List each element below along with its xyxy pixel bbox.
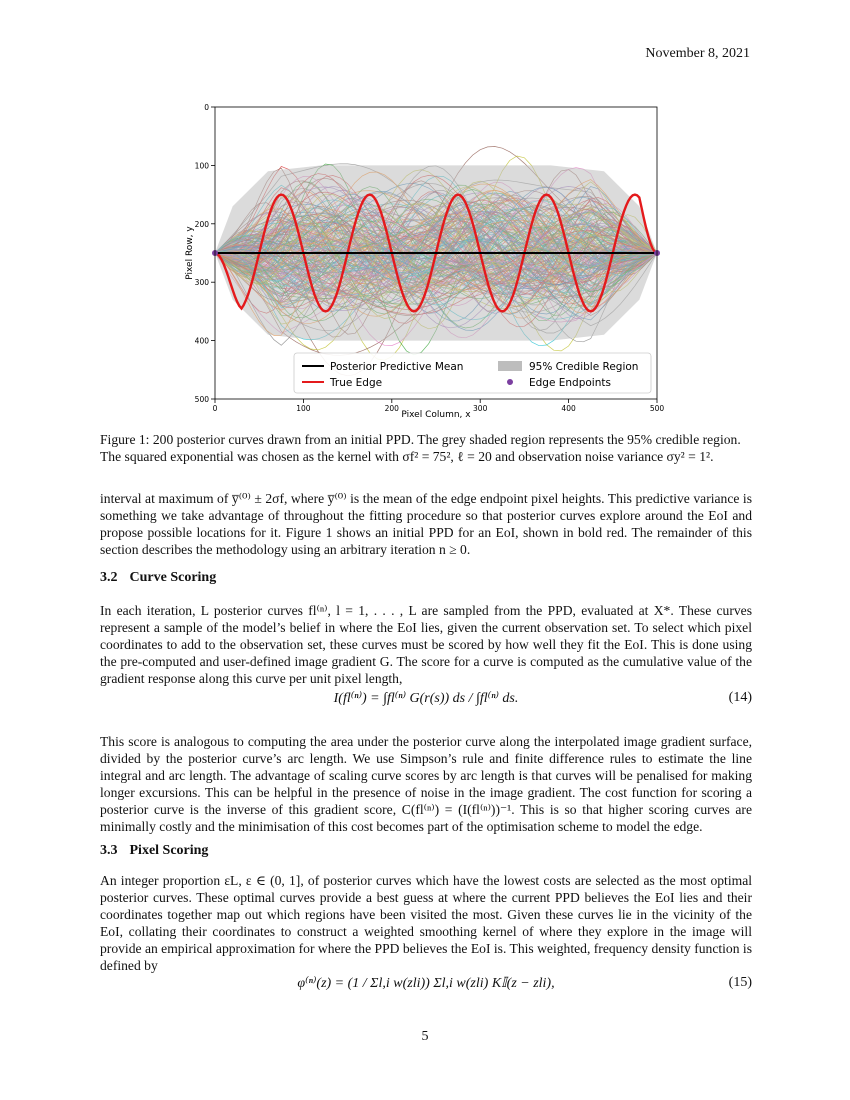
equation-15-body: φ⁽ⁿ⁾(z) = (1 / Σl,i w(zli)) Σl,i w(zli) K𝕀(z − zli), [297, 976, 555, 991]
y-tick-label: 400 [194, 336, 209, 346]
legend-edge-label: True Edge [330, 377, 383, 389]
page-date: November 8, 2021 [645, 46, 750, 61]
legend-region-swatch [498, 361, 522, 371]
figure-1-chart [180, 95, 675, 425]
paragraph-3: This score is analogous to computing the area under the posterior curve along the interpolated image gradient surface, divided by the posterior curve’s arc length. We use Simpson’s rule and finite difference rules to estimate the line integral and arc length. The advantage of scaling curve scores by arc length is that curves will be penalised for making longer excursions. This can be helpful in the presence of noise in the image gradient. The cost function for scoring a posterior curve is the inverse of this gradient score, C(fl⁽ⁿ⁾) = (I(fl⁽ⁿ⁾))⁻¹. This is so that higher scoring curves are minimally costly and the minimisation of this cost becomes part of the optimisation scheme to model the edge. [100, 734, 752, 834]
section-number: 3.2 [100, 570, 118, 585]
y-tick-label: 300 [194, 278, 209, 288]
section-title: Pixel Scoring [129, 843, 209, 858]
y-axis-label: Pixel Row, y [185, 226, 195, 280]
legend-mean-label: Posterior Predictive Mean [330, 361, 464, 373]
section-number: 3.3 [100, 843, 118, 858]
page-number: 5 [421, 1029, 429, 1044]
equation-14-body: I(fl⁽ⁿ⁾) = ∫fl⁽ⁿ⁾ G(r(s)) ds / ∫fl⁽ⁿ⁾ ds. [333, 691, 519, 706]
equation-14-number: (14) [728, 690, 752, 705]
x-tick-label: 400 [561, 404, 576, 413]
chart-legend [294, 353, 651, 393]
equation-15-number: (15) [728, 975, 752, 990]
x-tick-label: 300 [473, 404, 488, 413]
x-tick-label: 200 [384, 404, 399, 413]
legend-endpoint-swatch [507, 379, 513, 385]
section-title: Curve Scoring [129, 570, 217, 585]
x-tick-label: 100 [296, 404, 311, 413]
x-tick-label: 500 [649, 404, 665, 413]
y-tick-label: 200 [194, 219, 209, 229]
paragraph-2: In each iteration, L posterior curves fl⁽ⁿ⁾, l = 1, . . . , L are sampled from the PPD, evaluated at X*. These curves represent a sample of the model’s belief in where the EoI lies, given the current observation set. To select which pixel coordinates to add to the observation set, these curves must be scored by how well they fit the EoI. This is done using the pre-computed and user-defined image gradient G. The score for a curve is computed as the cumulative value of the gradient response along this curve per unit pixel length, [100, 603, 752, 686]
paragraph-4: An integer proportion εL, ε ∈ (0, 1], of posterior curves which have the lowest costs are selected as the most optimal posterior curves. These optimal curves provide a best guess at where the current PPD believes the EoI lies and their coordinates together map out which regions have been visited the most. Given these curves lie in the vicinity of the EoI, collating their coordinates to construct a weighted smoothing kernel of where they explore in the image will provide an empirical approximation for where the PPD believes the EoI is. This weighted, frequency density function is defined by [100, 873, 752, 973]
figure-caption: Figure 1: 200 posterior curves drawn from an initial PPD. The grey shaded region represents the 95% credible region. The squared exponential was chosen as the kernel with σf² = 75², ℓ = 20 and observation noise variance σy² = 1². [100, 432, 741, 464]
section-3-2-heading [100, 570, 216, 586]
x-axis-label: Pixel Column, x [401, 410, 471, 420]
y-tick-label: 500 [194, 395, 209, 404]
y-tick-label: 0 [204, 103, 209, 112]
legend-region-label: 95% Credible Region [529, 361, 639, 373]
y-tick-label: 100 [194, 161, 209, 171]
section-3-3-heading [100, 843, 208, 859]
paragraph-1: interval at maximum of y̅⁽⁰⁾ ± 2σf, where y̅⁽⁰⁾ is the mean of the edge endpoint pixel heights. This predictive variance is something we take advantage of throughout the fitting procedure so that posterior curves explore around the EoI and propose possible locations for it. Figure 1 shows an initial PPD for an EoI, shown in bold red. The remainder of this section describes the methodology using an arbitrary iteration n ≥ 0. [100, 491, 752, 557]
x-tick-label: 0 [212, 404, 218, 413]
legend-endpoint-label: Edge Endpoints [529, 377, 611, 389]
